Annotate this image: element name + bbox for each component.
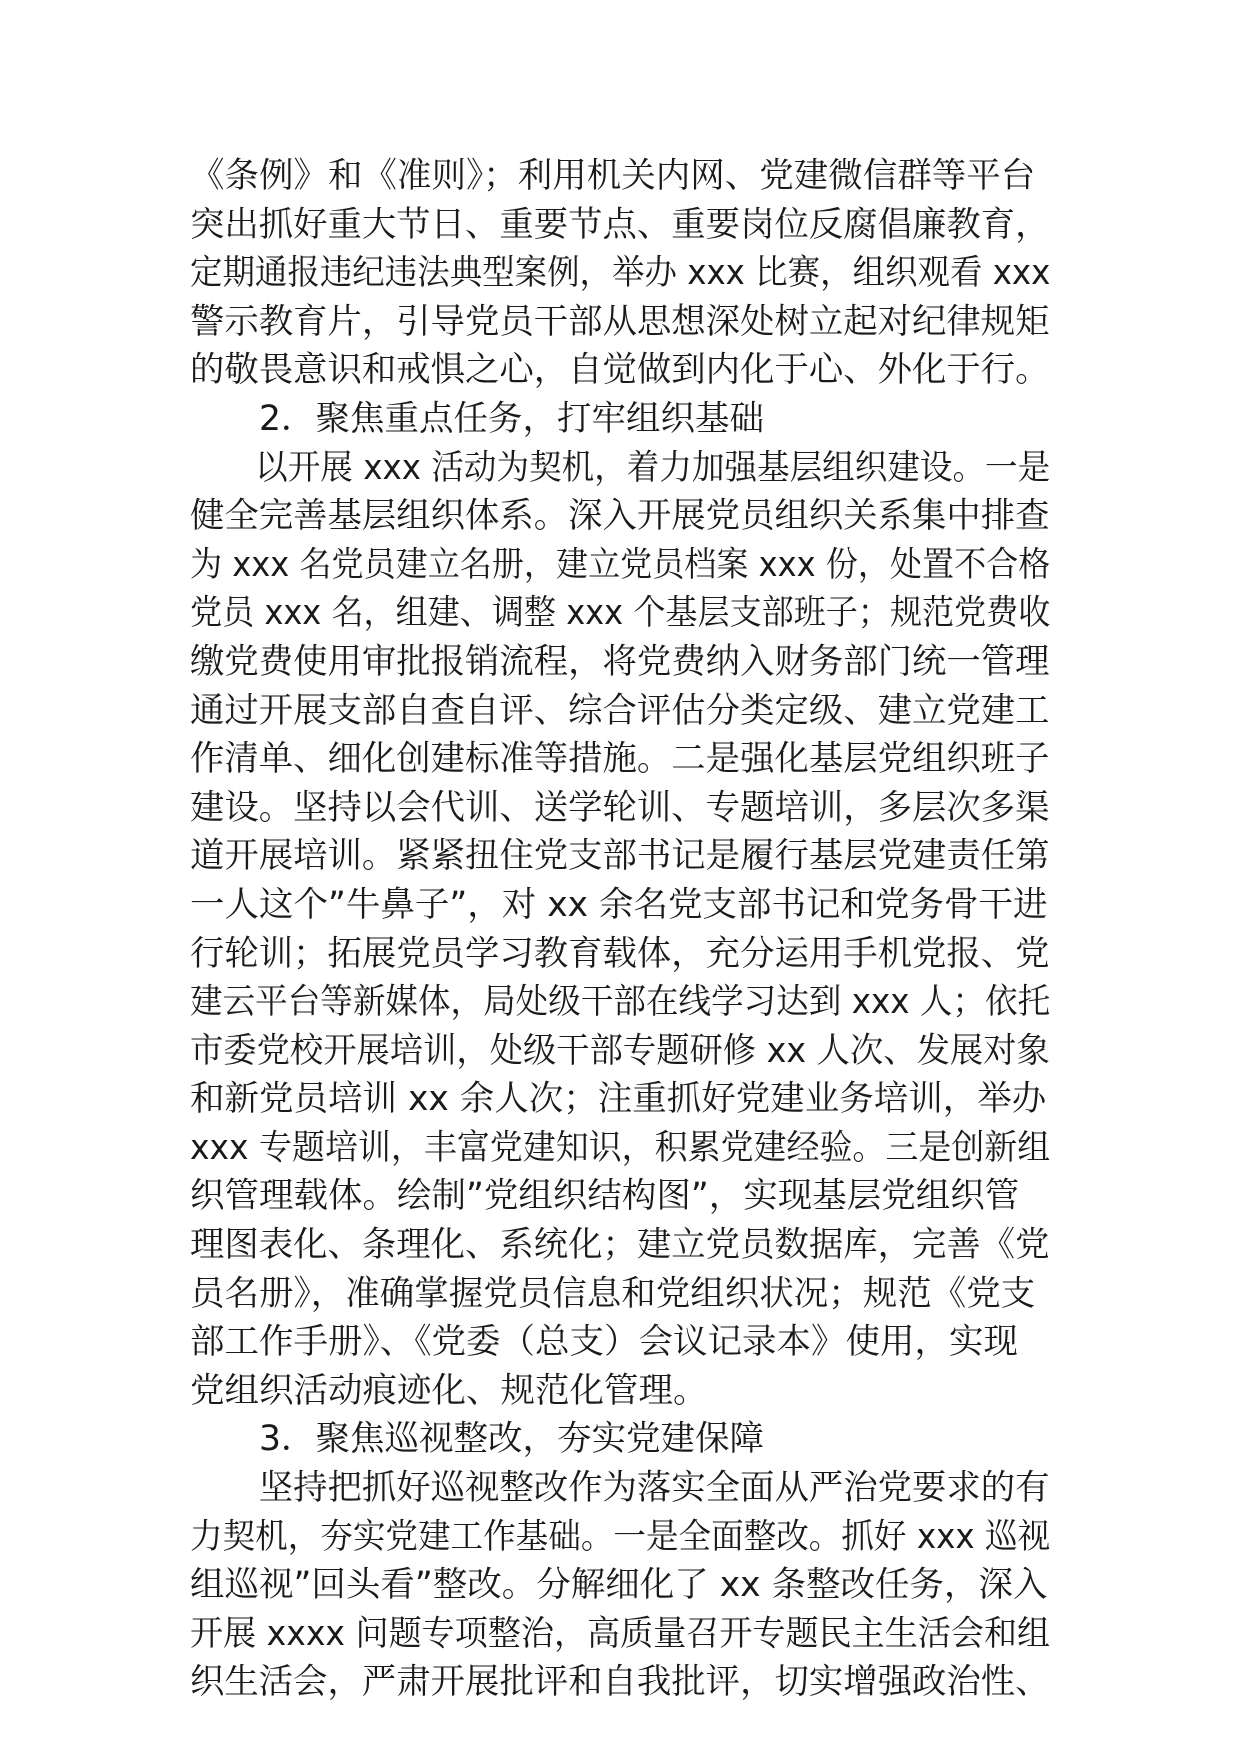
text-line: 的敬畏意识和戒惧之心，自觉做到内化于心、外化于行。 <box>190 350 1050 391</box>
text-line: 以开展 xxx 活动为契机，着力加强基层组织建设。一是 <box>255 447 1051 488</box>
text-line: 市委党校开展培训，处级干部专题研修 xx 人次、发展对象 <box>190 1030 1050 1071</box>
text-line: 建设。坚持以会代训、送学轮训、专题培训，多层次多渠 <box>190 787 1050 828</box>
text-line: 定期通报违纪违法典型案例，举办 xxx 比赛，组织观看 xxx <box>190 253 1051 294</box>
text-line: 突出抓好重大节日、重要节点、重要岗位反腐倡廉教育， <box>190 204 1050 245</box>
text-line: 党组织活动痕迹化、规范化管理。 <box>190 1370 708 1411</box>
text-line: 《条例》和《准则》；利用机关内网、党建微信群等平台 <box>190 156 1036 196</box>
text-line: 作清单、细化创建标准等措施。二是强化基层党组织班子 <box>190 739 1050 780</box>
text-line: 行轮训；拓展党员学习教育载体，充分运用手机党报、党 <box>190 933 1050 974</box>
text-line: 开展 xxxx 问题专项整治，高质量召开专题民主生活会和组 <box>190 1613 1051 1654</box>
text-line: 织生活会，严肃开展批评和自我批评，切实增强政治性、 <box>190 1662 1050 1703</box>
text-line: 3．聚焦巡视整改，夯实党建保障 <box>259 1419 764 1460</box>
text-line: 为 xxx 名党员建立名册，建立党员档案 xxx 份，处置不合格 <box>190 544 1051 585</box>
text-line: 部工作手册》、《党委（总支）会议记录本》使用，实现 <box>190 1322 1018 1363</box>
text-line: 织管理载体。绘制”党组织结构图”，实现基层党组织管 <box>190 1176 1020 1217</box>
text-line: 警示教育片，引导党员干部从思想深处树立起对纪律规矩 <box>190 301 1050 342</box>
text-line: 和新党员培训 xx 余人次；注重抓好党建业务培训，举办 <box>190 1079 1047 1120</box>
text-line: 员名册》，准确掌握党员信息和党组织状况；规范《党支 <box>190 1273 1036 1314</box>
text-line: 党员 xxx 名，组建、调整 xxx 个基层支部班子；规范党费收 <box>190 593 1051 634</box>
text-line: 组巡视”回头看”整改。分解细化了 xx 条整改任务，深入 <box>190 1565 1048 1606</box>
text-line: 健全完善基层组织体系。深入开展党员组织关系集中排查 <box>190 496 1050 537</box>
text-line: 道开展培训。紧紧扭住党支部书记是履行基层党建责任第 <box>190 836 1050 877</box>
text-line: 建云平台等新媒体，局处级干部在线学习达到 xxx 人；依托 <box>190 982 1051 1023</box>
text-line: 缴党费使用审批报销流程，将党费纳入财务部门统一管理 <box>190 641 1050 682</box>
document-page <box>190 152 1050 1707</box>
text-line: 力契机，夯实党建工作基础。一是全面整改。抓好 xxx 巡视 <box>190 1516 1051 1557</box>
text-line: 坚持把抓好巡视整改作为落实全面从严治党要求的有 <box>258 1468 1050 1509</box>
text-line: 理图表化、条理化、系统化；建立党员数据库，完善《党 <box>190 1225 1050 1266</box>
text-line: 一人这个”牛鼻子”，对 xx 余名党支部书记和党务骨干进 <box>190 884 1048 925</box>
text-line: 2．聚焦重点任务，打牢组织基础 <box>259 398 764 439</box>
text-line: 通过开展支部自查自评、综合评估分类定级、建立党建工 <box>190 690 1050 731</box>
text-line: xxx 专题培训，丰富党建知识，积累党建经验。三是创新组 <box>190 1127 1051 1168</box>
